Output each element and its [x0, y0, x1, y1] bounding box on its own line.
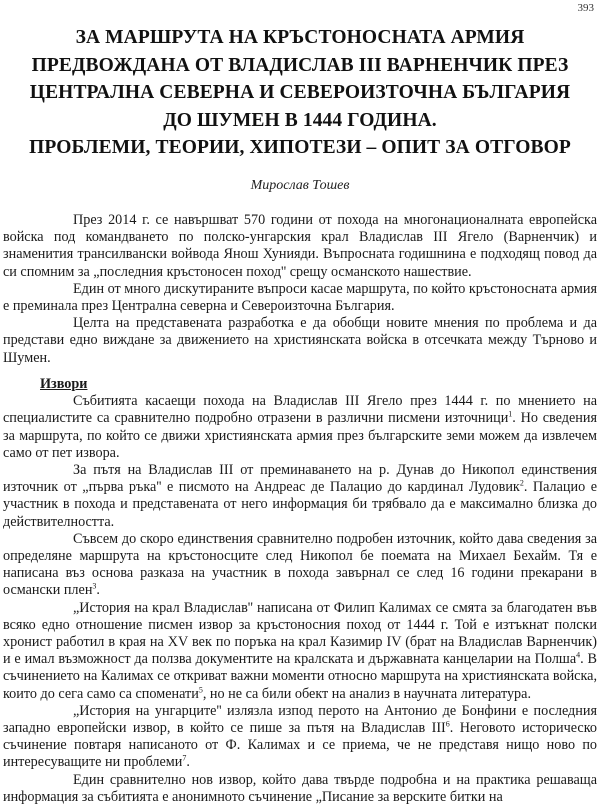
footnote-ref[interactable]: 3 — [92, 581, 97, 591]
title-line: ДО ШУМЕН В 1444 ГОДИНА. — [163, 109, 437, 131]
footnote-ref[interactable]: 2 — [519, 478, 524, 488]
author-name: Мирослав Тошев — [250, 178, 350, 193]
intro-paragraph: Целта на представената разработка е да обобщи новите мнения по проблема и да представи едно виждане за движението на християнската войска в отсечката между Търново и Шумен. — [3, 315, 597, 366]
paragraph-text: . Неговото историческо съчинение повтаря написаното от Ф. Калимах и се приема, че не представя нищо ново по интересуващите ни проблеми — [3, 720, 597, 771]
article-title — [0, 24, 600, 162]
sources-paragraph — [3, 393, 597, 462]
paragraph-text: „История на крал Владислав'' написана от Филип Калимах се смята за благодатен във всяко едно отношение писмен извор за кръстоносния поход от 1444 г. Той е изтъкнат полски хронист работил в края на XV век по поръка на крал Казимир IV (брат на Владислав Варненчик) и е имал възможност да ползва документите на кралската и държавната канцеларии на Полша — [3, 599, 597, 668]
footnote-ref[interactable]: 6 — [445, 719, 450, 729]
footnote-ref[interactable]: 1 — [508, 409, 513, 419]
paragraph-text: . Но сведения за маршрута, по който се движи християнската армия през българските земи можем да извлечем само от пет извора. — [3, 410, 597, 461]
footnote-ref[interactable]: 7 — [182, 753, 187, 763]
section-heading: Извори — [40, 376, 88, 392]
sources-paragraph — [3, 600, 597, 703]
paragraph-text: . — [186, 754, 190, 771]
paragraph-text: Събитията касаещи похода на Владислав III Ягело през 1444 г. по мнението на специалистите са сравнително подробно отразени в различни писмени източници — [3, 393, 597, 427]
paragraph-text: , но не са били обект на анализ в научната литература. — [202, 685, 531, 702]
footnote-ref[interactable]: 5 — [198, 684, 203, 694]
page-number: 393 — [577, 2, 594, 14]
paragraph-text: Съвсем до скоро единствения сравнително подробен източник, който дава сведения за определяне маршрута на кръстоносците след Никопол бе поемата на Михаел Бехайм. Тя е написана въз основа разказа на участник в похода завърнал се след 16 години прекарани в османски плен — [3, 530, 597, 599]
sources-paragraph — [3, 703, 597, 772]
paragraph-text: . В съчинението на Калимах се откриват важни моменти относно маршрута на християнската войска, които до сега само са споменати — [3, 651, 597, 702]
paragraph-text: . Палацио е участник в похода и представената от него информация би трябвало да е максимално близка до действителността. — [3, 479, 598, 530]
title-line: ЦЕНТРАЛНА СЕВЕРНА И СЕВЕРОИЗТОЧНА БЪЛГАРИЯ — [29, 82, 571, 103]
sources-section — [3, 376, 597, 806]
footnote-ref[interactable]: 4 — [576, 650, 581, 660]
intro-paragraph: Един от много дискутираните въпроси касае маршрута, по който кръстоносната армия е преминала през Централна северна и Североизточна България. — [3, 280, 597, 315]
paragraph-text: „История на унгарците'' излязла изпод перото на Антонио де Бонфини е последния западно европейски извор, в който се пише за пътя на Владислав III — [3, 702, 597, 737]
paragraph-text: Един сравнително нов извор, който дава твърде подробна и на практика решаваща информация за събитията е анонимното съчинение „Писание за верските битки на — [3, 771, 597, 805]
sources-paragraph — [3, 462, 597, 531]
sources-paragraph — [3, 531, 597, 600]
paragraph-text: . — [96, 582, 100, 599]
sources-paragraph — [3, 772, 597, 806]
intro-section — [3, 212, 597, 367]
title-line: ПРЕДВОЖДАНА ОТ ВЛАДИСЛАВ III ВАРНЕНЧИК ПРЕЗ — [31, 54, 569, 76]
paragraph-text: За пътя на Владислав III от преминаването на р. Дунав до Никопол единствения източник от „първа ръка'' е писмото на Андреас де Палацио до кардинал Лудовик — [3, 462, 597, 496]
title-line: ПРОБЛЕМИ, ТЕОРИИ, ХИПОТЕЗИ – ОПИТ ЗА ОТГОВОР — [29, 137, 571, 158]
title-line: ЗА МАРШРУТА НА КРЪСТОНОСНАТА АРМИЯ — [75, 27, 525, 48]
intro-paragraph: През 2014 г. се навършват 570 години от похода на многонационалната европейска войска под командването по полско-унгарския крал Владислав III Ягело (Варненчик) и знаменития трансилвански войвода Янош Хунияди. Въпросната годишнина е подходящ повод да си спомним за „последния кръстоносен поход'' срещу османското нашествие. — [3, 212, 597, 280]
